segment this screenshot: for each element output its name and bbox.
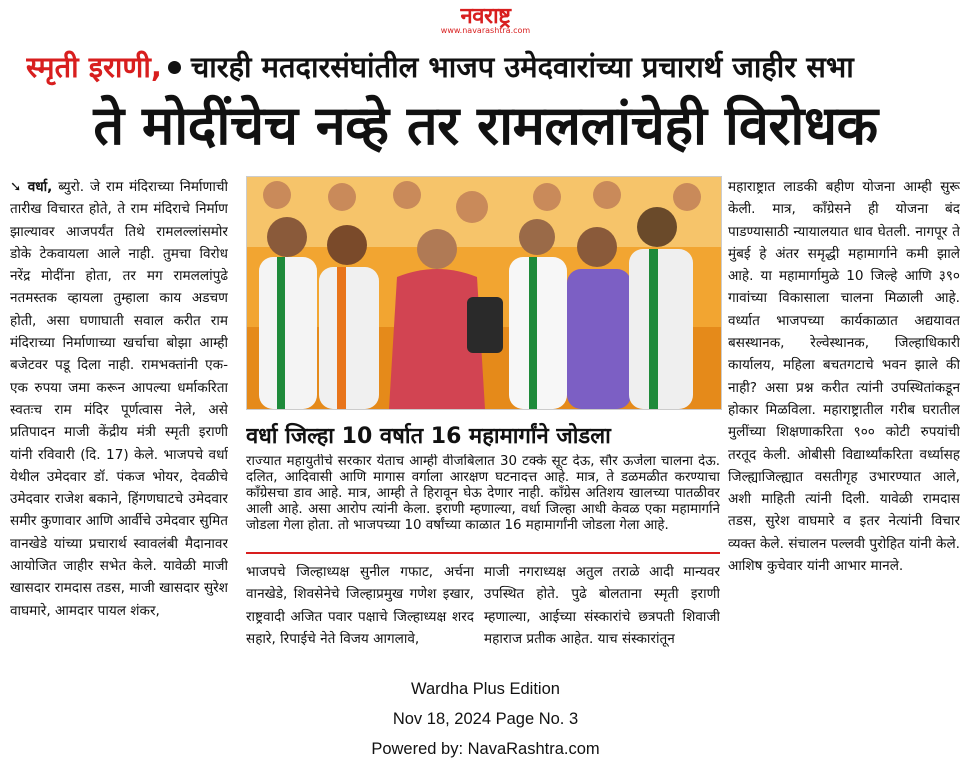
footer-powered-by[interactable]: Powered by: NavaRashtra.com: [371, 740, 600, 758]
masthead: [0, 4, 971, 35]
box-subhead: वर्धा जिल्हा 10 वर्षात 16 महामार्गांने जोडला: [246, 424, 611, 449]
newspaper-url: www.navarashtra.com: [440, 26, 531, 35]
newspaper-logo: नवराष्ट्र: [460, 3, 511, 29]
headline: ते मोदींचेच नव्हे तर रामललांचेही विरोधक: [93, 94, 878, 157]
box-summary: राज्यात महायुतीचे सरकार येताच आम्ही वीजबिलात 30 टक्के सूट देऊ, सौर ऊर्जेला चालना देऊ. दलित, आदिवासी आणि मागास वर्गाला आरक्षण घटनादत्त आहे. मात्र, ते डळमळीत करण्याचा काँग्रेसचा डाव आहे. मात्र, आम्ही ते हिरावून घेऊ देणार नाही. काँग्रेस अतिशय खालच्या पातळीवर आली आहे. असा आरोप त्यांनी केला. इराणी म्हणाल्या, वर्धा जिल्हा आधी केवळ एका महामार्गाने जोडला गेला होता. तो भाजपच्या 10 वर्षांच्या काळात 16 महामार्गांनी जोडला गेला आहे.: [246, 454, 720, 533]
article-column-mid-1: भाजपचे जिल्हाध्यक्ष सुनील गफाट, अर्चना वानखेडे, शिवसेनेचे जिल्हाप्रमुख गणेश इखार, राष्ट्रवादी अजित पवार पक्षाचे जिल्हाध्यक्ष शरद सहारे, रिपाईचे नेते विजय आगलावे,: [246, 564, 474, 647]
dateline: वर्धा,: [27, 179, 53, 195]
article-text-left: ब्युरो. जे राम मंदिराच्या निर्माणाची तारीख विचारत होते, ते राम मंदिराचे निर्माण झाल्यावर आजपर्यंत तिथे रामलल्लांसमोर डोके टेकवायला आले नाही. तुमचा विरोध नरेंद्र मोदींना होता, तर मग रामललांपुढे नतमस्तक व्हायला तुम्हाला काय अडचण होती, असा घणाघाती सवाल करीत राम मंदिराच्या निर्माणाच्या खर्चाचा बोझा आम्ही बजेटवर पडू दिला नाही. रामभक्तांनी एक-एक रुपया जमा करून आपल्या धर्माकरिता स्वतःच राम मंदिर पूर्णत्वास नेले, असे प्रतिपादन माजी केंद्रीय मंत्री स्मृती इराणी यांनी रविवारी (दि. 17) केले. भाजपचे वर्धा येथील उमेदवार डॉ. पंकज भोयर, देवळीचे उमेदवार राजेश बकाने, हिंगणघाटचे उमेदवार समीर कुणावार आणि आर्वीचे उमेदवार सुमित वानखेडे यांच्या प्रचारार्थ स्वावलंबी मैदानावर आयोजित जाहीर सभेत केले. यावेळी माजी खासदार रामदास तडस, माजी खासदार सुरेश वाघमारे, आमदार पायल शंकर,: [10, 179, 228, 619]
article-column-mid-2: माजी नगराध्यक्ष अतुल तराळे आदी मान्यवर उपस्थित होते. पुढे बोलताना स्मृती इराणी म्हणाल्या, आईच्या संस्कारांचे छत्रपती शिवाजी महाराज प्रतीक आहेत. याच संस्कारांतून: [484, 564, 720, 647]
red-divider: [246, 552, 720, 554]
article-column-right: महाराष्ट्रात लाडकी बहीण योजना आम्ही सुरू केली. मात्र, काँग्रेसने ही योजना बंद पाडण्यासाठी न्यायालयात धाव घेतली. नागपूर ते मुंबई हे अंतर समृद्धी महामार्गाने कमी झाले आहे. या महामार्गामुळे 10 जिल्हे आणि ३९० गावांच्या विकासाला चालना मिळाली आहे. वर्ध्यात भाजपच्या कार्यकाळात अद्ययावत बसस्थानक, रेल्वेस्थानक, जिल्हाधिकारी कार्यालय, महिला बचतगटाचे भवन झाले की नाही? असा प्रश्न करीत त्यांनी उपस्थितांकडून होकार मिळविला. महाराष्ट्रातील गरीब घरातील मुलींच्या शिक्षणाकरिता ९०० कोटी रुपयांची तरतूद केली. ओबीसी विद्यार्थ्यांकरिता वर्ध्यासह जिल्ह्याजिल्ह्यात वसतीगृह उभारण्यात आले, अशी माहिती त्यांनी दिली. यावेळी रामदास तडस, सुरेश वाघमारे व इतर नेत्यांनी विचार व्यक्त केले. संचालन पल्लवी पुरोहित यांनी केले. आशिष कुचेवार यांनी आभार मानले.: [728, 179, 960, 575]
event-photo: [246, 176, 722, 410]
bullet-dot-icon: [168, 61, 181, 74]
footer-edition: Wardha Plus Edition: [411, 680, 560, 698]
kicker-line: [26, 47, 946, 93]
kicker-name: स्मृती इराणी,: [26, 50, 162, 84]
article-column-left: [10, 176, 228, 664]
arrow-marker-icon: ➘: [10, 179, 28, 195]
footer-date-page: Nov 18, 2024 Page No. 3: [392, 710, 579, 728]
event-photo-illustration: [247, 177, 721, 409]
kicker-text: चारही मतदारसंघांतील भाजप उमेदवारांच्या प्रचारार्थ जाहीर सभा: [190, 50, 854, 84]
